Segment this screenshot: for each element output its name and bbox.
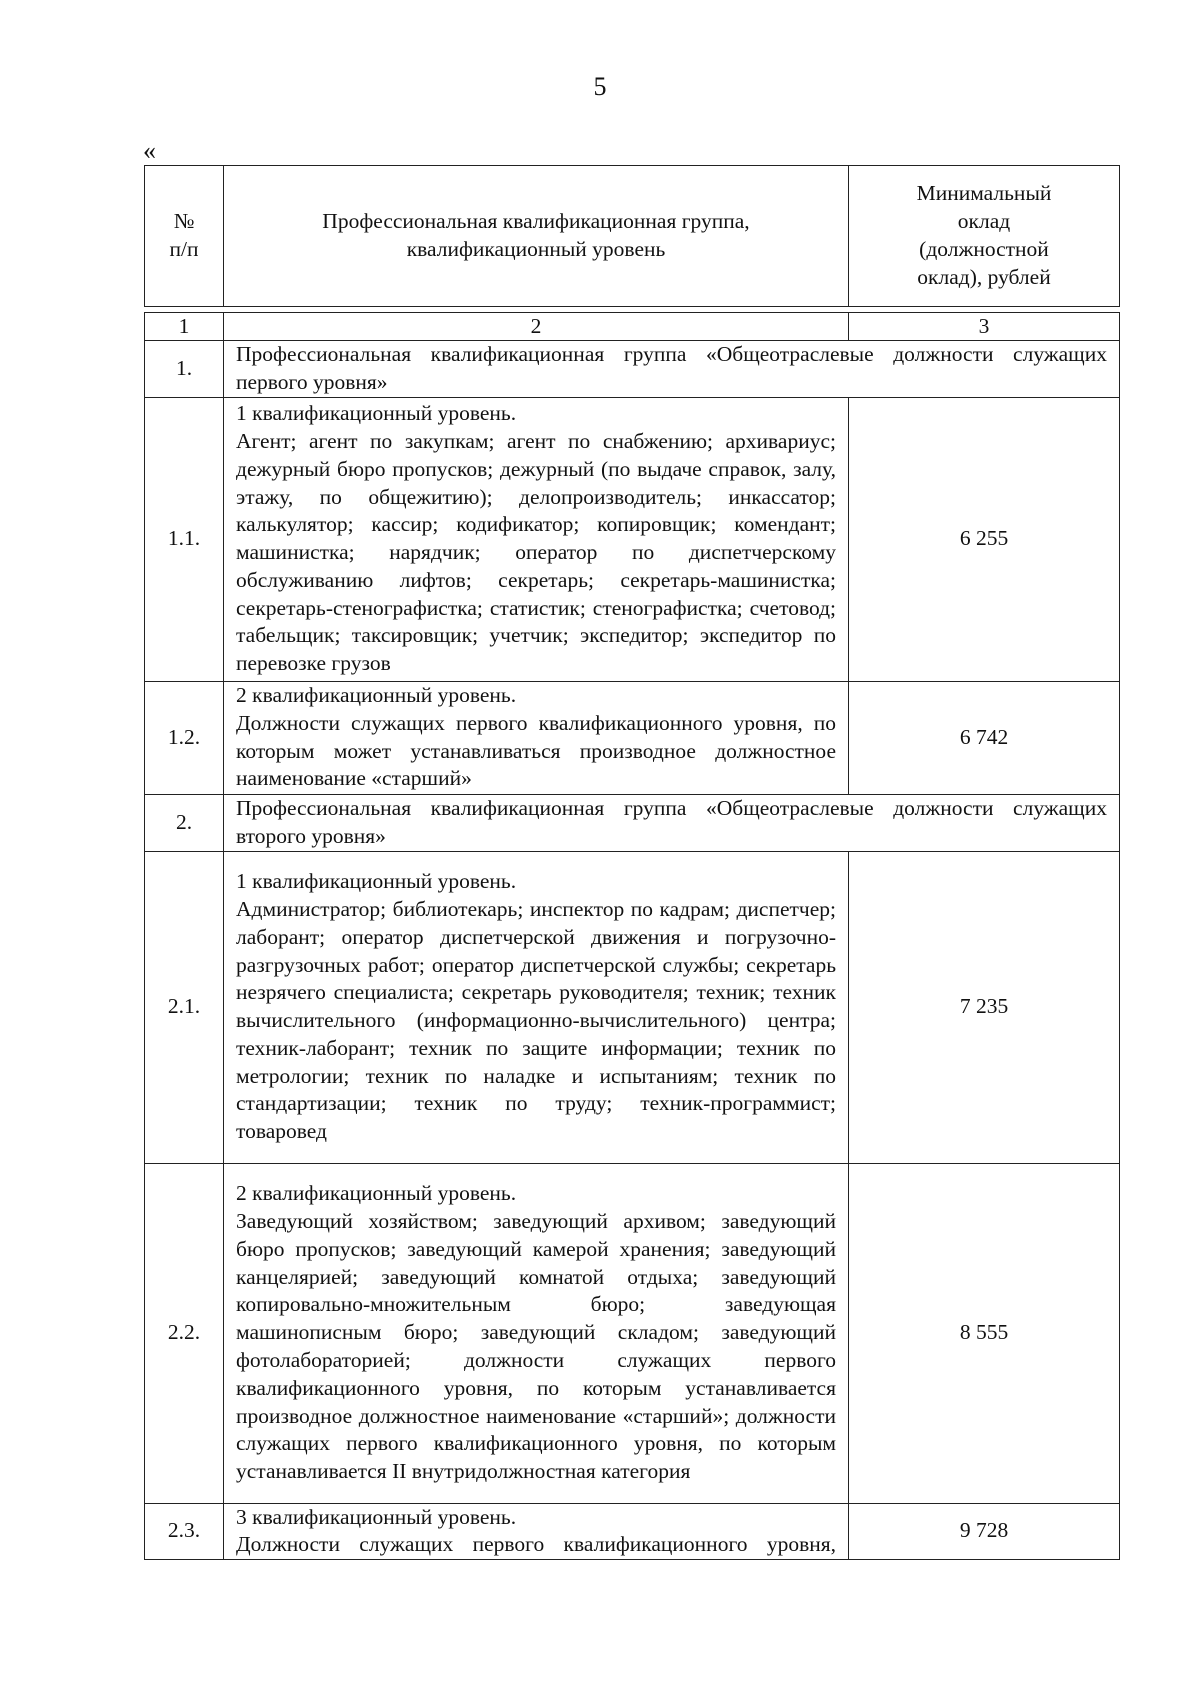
- positions-text: Заведующий хозяйством; заведующий архивом; заведующий бюро пропусков; заведующий камерой хранения; заведующий канцелярией; заведующий комнатой отдыха; заведующий копировально-множительным бюро; заведующая машинописным бюро; заведующий складом; заведующий фотолабораторией; должности служащих первого квалификационного уровня, по которым устанавливается производное должностное наименование «старший»; должности служащих первого квалификационного уровня, по которым устанавливается II внутридолжностная категория: [236, 1209, 836, 1484]
- positions-text: Агент; агент по закупкам; агент по снабжению; архивариус; дежурный бюро пропусков; дежурный (по выдаче справок, залу, этажу, по общежитию); делопроизводитель; инкассатор; калькулятор; кассир; кодификатор; копировщик; комендант; машинистка; нарядчик; оператор по диспетчерскому обслуживанию лифтов; секретарь; секретарь-машинистка; секретарь-стенографистка; статистик; стенографистка; счетовод; табельщик; таксировщик; учетчик; экспедитор; экспедитор по перевозке грузов: [236, 428, 836, 676]
- positions-text: Должности служащих первого квалификационного уровня, по которым может устанавливаться производное должностное наименование «старший»: [236, 710, 836, 791]
- group-title: Профессиональная квалификационная группа «Общеотраслевые должности служащих второго уровня»: [224, 794, 1120, 851]
- qualification-level: 3 квалификационный уровень.: [236, 1504, 517, 1529]
- salary-table-header: [144, 165, 1120, 307]
- row-number: 1.2.: [145, 681, 224, 794]
- position-list: [224, 1163, 849, 1503]
- salary-value: 6 255: [849, 397, 1120, 681]
- column-index-row: [145, 313, 1120, 341]
- position-list: [224, 1503, 849, 1560]
- positions-text: Администратор; библиотекарь; инспектор по кадрам; диспетчер; лаборант; оператор диспетчерской движения и погрузочно-разгрузочных работ; оператор диспетчерской службы; секретарь незрячего специалиста; секретарь руководителя; техник; техник вычислительного (информационно-вычислительного) центра; техник-лаборант; техник по защите информации; техник по метрологии; техник по наладке и испытаниям; техник по стандартизации; техник по труду; техник-программист; товаровед: [236, 896, 836, 1144]
- qualification-level: 1 квалификационный уровень.: [236, 869, 517, 894]
- header-number: № п/п: [145, 166, 224, 307]
- salary-value: 6 742: [849, 681, 1120, 794]
- page-number: 5: [593, 72, 607, 101]
- table-row: [145, 851, 1120, 1163]
- table-row: [145, 341, 1120, 398]
- positions-text: Должности служащих первого квалификационного уровня,: [236, 1532, 836, 1557]
- position-list: [224, 397, 849, 681]
- opening-quote: «: [143, 136, 156, 165]
- table-row: [145, 1503, 1120, 1560]
- row-number: 2.1.: [145, 851, 224, 1163]
- table-row: [145, 397, 1120, 681]
- row-number: 2.: [145, 794, 224, 851]
- header-group: Профессиональная квалификационная группа, квалификационный уровень: [224, 166, 849, 307]
- row-number: 2.2.: [145, 1163, 224, 1503]
- salary-value: 8 555: [849, 1163, 1120, 1503]
- qualification-level: 2 квалификационный уровень.: [236, 1181, 517, 1206]
- header-salary: Минимальный оклад (должностной оклад), рублей: [849, 166, 1120, 307]
- qualification-level: 2 квалификационный уровень.: [236, 683, 517, 707]
- column-index: 1: [145, 313, 224, 341]
- table-row: [145, 1163, 1120, 1503]
- column-index: 3: [849, 313, 1120, 341]
- salary-table: [144, 312, 1120, 1560]
- table-row: [145, 794, 1120, 851]
- salary-value: 7 235: [849, 851, 1120, 1163]
- row-number: 1.1.: [145, 397, 224, 681]
- group-title: Профессиональная квалификационная группа «Общеотраслевые должности служащих первого уровня»: [224, 341, 1120, 398]
- qualification-level: 1 квалификационный уровень.: [236, 401, 517, 426]
- table-row: [145, 681, 1120, 794]
- header-row: [145, 166, 1120, 307]
- salary-value: 9 728: [849, 1503, 1120, 1560]
- row-number: 1.: [145, 341, 224, 398]
- position-list: [224, 851, 849, 1163]
- row-number: 2.3.: [145, 1503, 224, 1560]
- column-index: 2: [224, 313, 849, 341]
- position-list: [224, 681, 849, 794]
